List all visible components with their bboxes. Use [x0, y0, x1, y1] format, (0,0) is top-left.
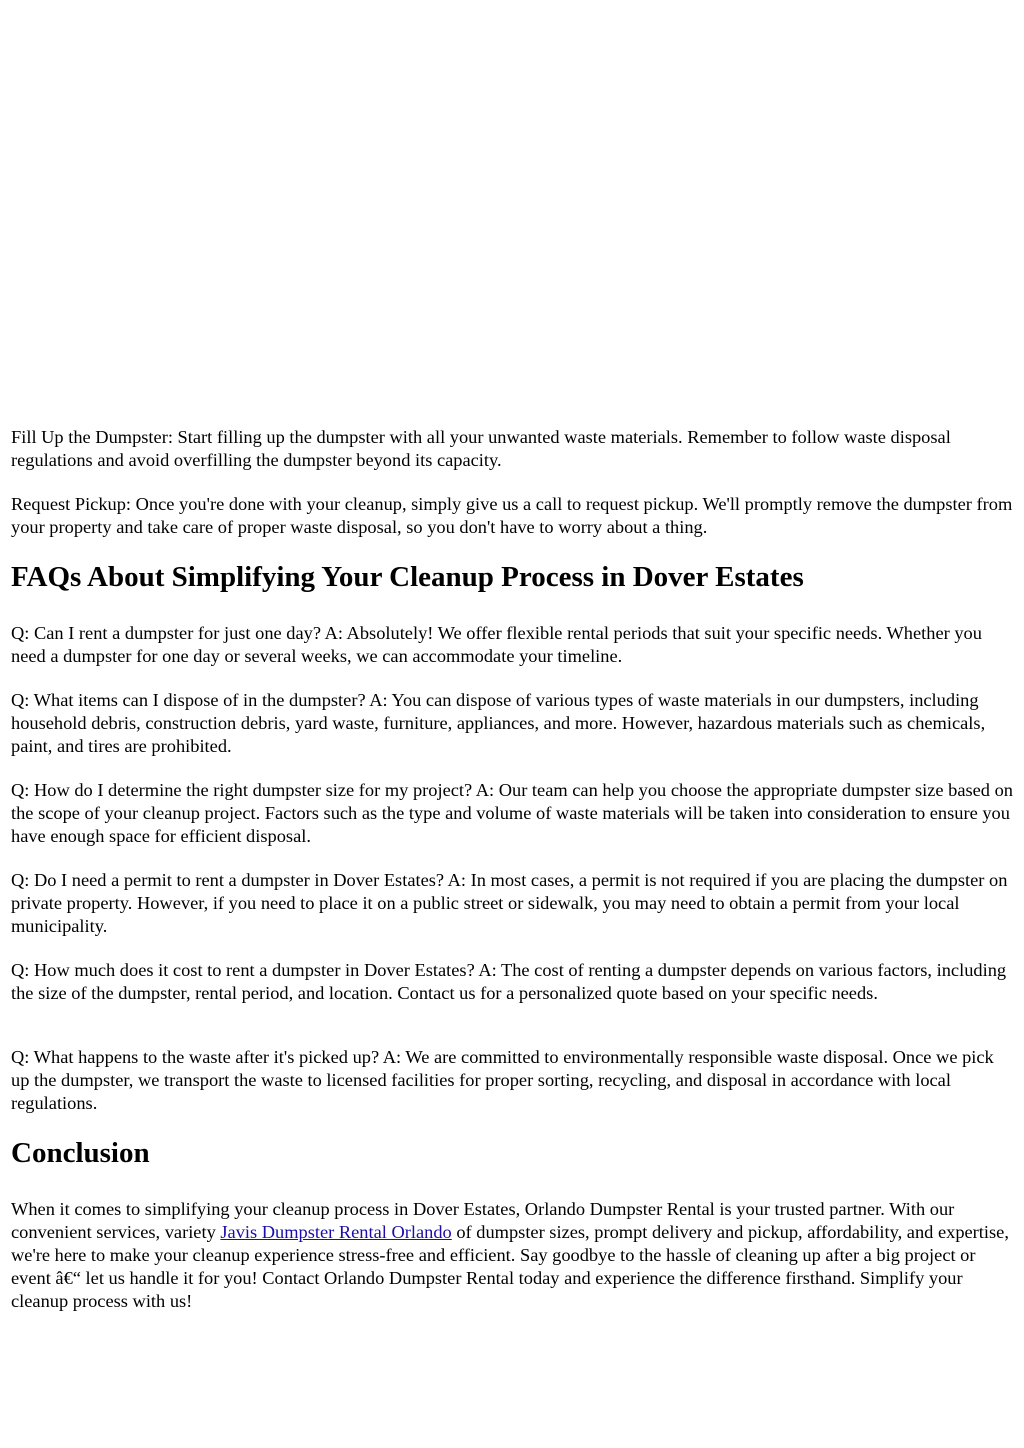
javis-dumpster-link[interactable]: Javis Dumpster Rental Orlando [220, 1222, 452, 1242]
faq-item-waste: Q: What happens to the waste after it's picked up? A: We are committed to environmentally responsible waste disposal. Once we pick up the dumpster, we transport the waste to licensed facilities for proper sorting, recycling, and disposal in accordance with local regulations. [11, 1047, 994, 1113]
faq-item-items: Q: What items can I dispose of in the dumpster? A: You can dispose of various types of waste materials in our dumpsters, including household debris, construction debris, yard waste, furniture, appliances, and more. However, hazardous materials such as chemicals, paint, and tires are prohibited. [11, 690, 986, 756]
document-body [11, 426, 1015, 1334]
faq-item-size: Q: How do I determine the right dumpster size for my project? A: Our team can help you choose the appropriate dumpster size based on the scope of your cleanup project. Factors such as the type and volume of waste materials will be taken into consideration to ensure you have enough space for efficient disposal. [11, 780, 1013, 846]
conclusion-text-start: When it comes to simplifying your cleanup process in Dover Estates, Orlando Dumpster Rental is your trusted partner. With our convenient services, variety [11, 1199, 955, 1242]
faq-heading: FAQs About Simplifying Your Cleanup Process in Dover Estates [11, 561, 804, 593]
step-request-pickup: Request Pickup: Once you're done with your cleanup, simply give us a call to request pickup. We'll promptly remove the dumpster from your property and take care of proper waste disposal, so you don't have to worry about a thing. [11, 494, 1013, 537]
paragraph-spacer [11, 1026, 1015, 1046]
faq-item-one-day: Q: Can I rent a dumpster for just one day? A: Absolutely! We offer flexible rental periods that suit your specific needs. Whether you need a dumpster for one day or several weeks, we can accommodate your timeline. [11, 623, 982, 666]
step-fill-up: Fill Up the Dumpster: Start filling up the dumpster with all your unwanted waste materials. Remember to follow waste disposal regulations and avoid overfilling the dumpster beyond its capacity. [11, 427, 951, 470]
conclusion-text-end: of dumpster sizes, prompt delivery and pickup, affordability, and expertise, we're here to make your cleanup experience stress-free and efficient. Say goodbye to the hassle of cleaning up after a big project or event â€“ let us handle it for you! Contact Orlando Dumpster Rental today and experience the difference firsthand. Simplify your cleanup process with us! [11, 1222, 1009, 1311]
faq-item-cost: Q: How much does it cost to rent a dumpster in Dover Estates? A: The cost of renting a dumpster depends on various factors, including the size of the dumpster, rental period, and location. Contact us for a personalized quote based on your specific needs. [11, 960, 1007, 1003]
faq-item-permit: Q: Do I need a permit to rent a dumpster in Dover Estates? A: In most cases, a permit is not required if you are placing the dumpster on private property. However, if you need to place it on a public street or sidewalk, you may need to obtain a permit from your local municipality. [11, 870, 1008, 936]
conclusion-heading: Conclusion [11, 1137, 150, 1169]
conclusion-paragraph [11, 1198, 1015, 1313]
